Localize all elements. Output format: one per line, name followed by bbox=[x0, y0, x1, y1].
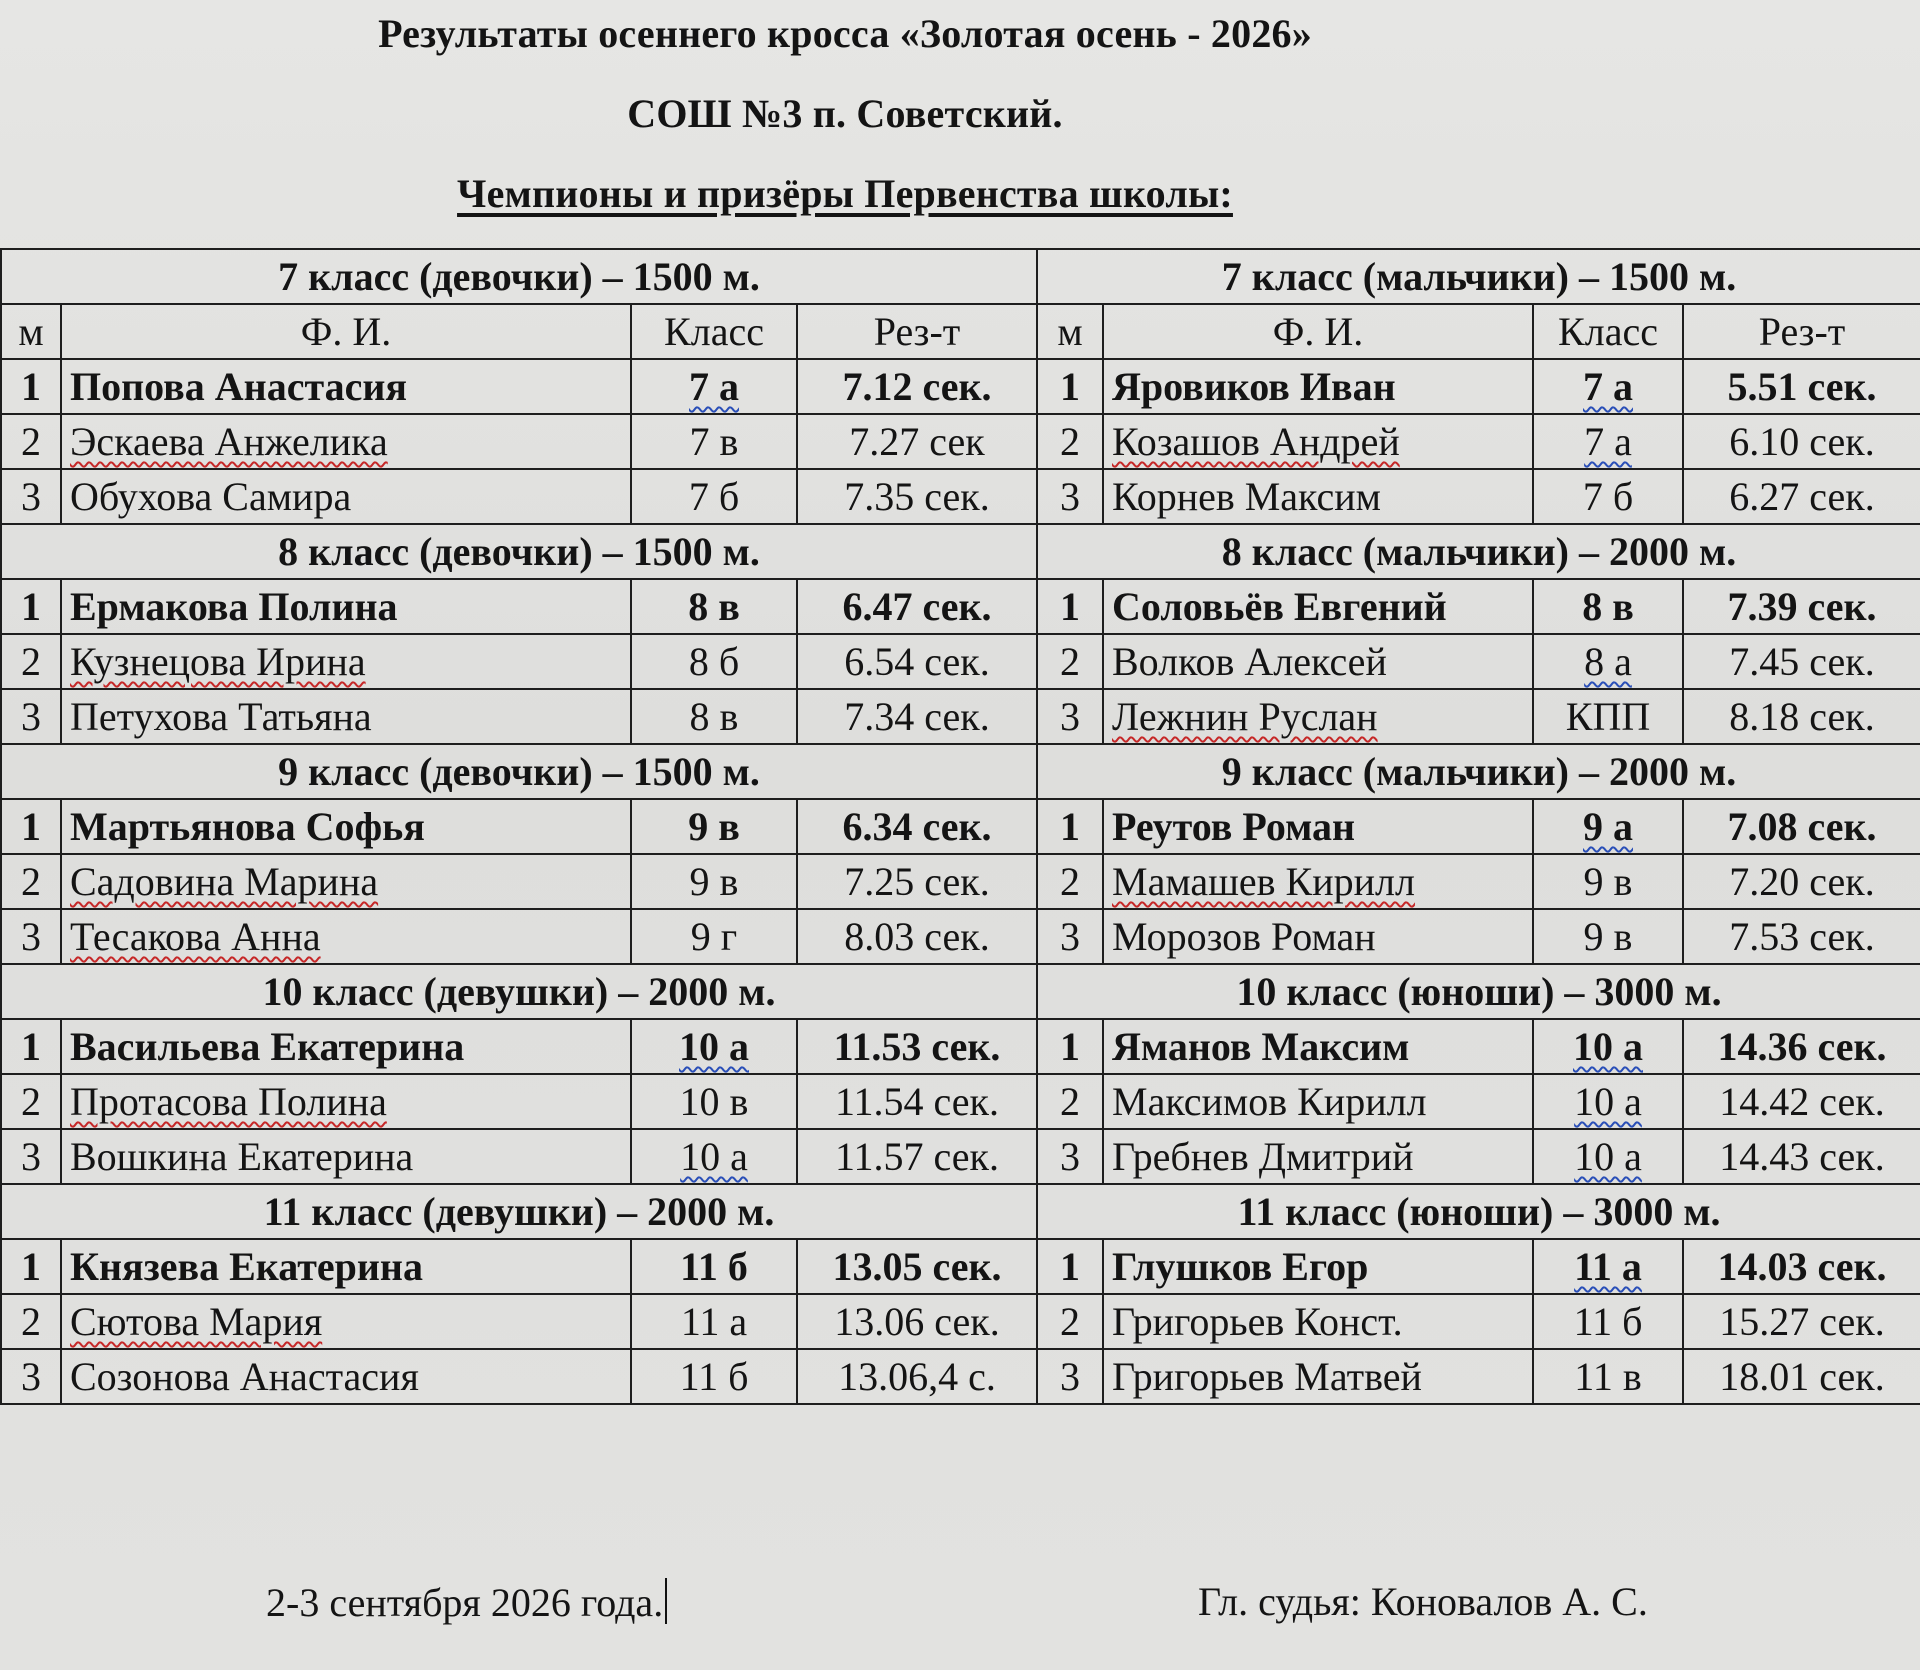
class-cell bbox=[1533, 1019, 1683, 1074]
section-title: 10 класс (девушки) – 2000 м. bbox=[1, 964, 1037, 1019]
athlete-name: Тесакова Анна bbox=[70, 914, 321, 959]
athlete-name: Садовина Марина bbox=[70, 859, 379, 904]
athlete-name: Мартьянова Софья bbox=[70, 804, 425, 849]
class-cell bbox=[1533, 1294, 1683, 1349]
table-row bbox=[1, 579, 1037, 634]
class-cell bbox=[1533, 1349, 1683, 1404]
table-row bbox=[1037, 634, 1920, 689]
section-title: 7 класс (девочки) – 1500 м. bbox=[1, 249, 1037, 304]
girls-results-column bbox=[0, 248, 1036, 1405]
name-cell bbox=[1103, 1074, 1533, 1129]
result-cell: 14.03 сек. bbox=[1683, 1239, 1920, 1294]
table-row bbox=[1037, 1129, 1920, 1184]
class-value: 8 в bbox=[688, 584, 740, 629]
class-value: 8 а bbox=[1584, 639, 1632, 684]
name-cell bbox=[61, 579, 631, 634]
athlete-name: Эскаева Анжелика bbox=[70, 419, 388, 464]
result-cell: 7.53 сек. bbox=[1683, 909, 1920, 964]
result-cell: 5.51 сек. bbox=[1683, 359, 1920, 414]
result-cell: 7.27 сек bbox=[797, 414, 1037, 469]
class-cell bbox=[631, 469, 797, 524]
class-value: 9 в bbox=[689, 859, 739, 904]
result-cell: 7.45 сек. bbox=[1683, 634, 1920, 689]
table-row bbox=[1, 469, 1037, 524]
athlete-name: Васильева Екатерина bbox=[70, 1024, 465, 1069]
place-cell: 3 bbox=[1, 1349, 61, 1404]
class-value: 11 б bbox=[1573, 1299, 1643, 1344]
class-cell bbox=[631, 1294, 797, 1349]
column-header-result: Рез-т bbox=[797, 304, 1037, 359]
table-row bbox=[1, 1074, 1037, 1129]
name-cell bbox=[61, 1074, 631, 1129]
girls-results-table bbox=[0, 248, 1038, 1405]
class-cell bbox=[1533, 799, 1683, 854]
result-cell: 8.03 сек. bbox=[797, 909, 1037, 964]
class-cell bbox=[631, 414, 797, 469]
place-cell: 1 bbox=[1, 579, 61, 634]
class-value: 10 а bbox=[1574, 1134, 1642, 1179]
table-row bbox=[1037, 1074, 1920, 1129]
class-value: 8 в bbox=[689, 694, 739, 739]
class-value: 7 б bbox=[1582, 474, 1634, 519]
class-value: 9 г bbox=[690, 914, 738, 959]
name-cell bbox=[1103, 634, 1533, 689]
name-cell bbox=[61, 469, 631, 524]
athlete-name: Волков Алексей bbox=[1112, 639, 1387, 684]
section-header bbox=[1, 1184, 1037, 1239]
class-cell bbox=[1533, 579, 1683, 634]
athlete-name: Петухова Татьяна bbox=[70, 694, 372, 739]
column-header-result: Рез-т bbox=[1683, 304, 1920, 359]
class-cell bbox=[631, 359, 797, 414]
name-cell bbox=[1103, 1349, 1533, 1404]
result-cell: 11.57 сек. bbox=[797, 1129, 1037, 1184]
class-value: 10 а bbox=[680, 1134, 748, 1179]
section-header bbox=[1037, 1184, 1920, 1239]
section-header bbox=[1037, 249, 1920, 304]
class-value: 7 а bbox=[1583, 364, 1633, 409]
result-cell: 6.47 сек. bbox=[797, 579, 1037, 634]
class-cell bbox=[1533, 1239, 1683, 1294]
table-row bbox=[1, 359, 1037, 414]
document-subtitle: Чемпионы и призёры Первенства школы: bbox=[457, 171, 1233, 216]
place-cell: 3 bbox=[1037, 689, 1103, 744]
class-cell bbox=[631, 909, 797, 964]
place-cell: 1 bbox=[1, 1019, 61, 1074]
text-cursor bbox=[665, 1578, 667, 1624]
table-row bbox=[1037, 909, 1920, 964]
table-row bbox=[1, 1019, 1037, 1074]
name-cell bbox=[1103, 1294, 1533, 1349]
place-cell: 2 bbox=[1, 1294, 61, 1349]
section-title: 11 класс (девушки) – 2000 м. bbox=[1, 1184, 1037, 1239]
result-cell: 7.20 сек. bbox=[1683, 854, 1920, 909]
place-cell: 3 bbox=[1, 909, 61, 964]
name-cell bbox=[61, 909, 631, 964]
result-cell: 15.27 сек. bbox=[1683, 1294, 1920, 1349]
name-cell bbox=[61, 1294, 631, 1349]
column-header-row bbox=[1037, 304, 1920, 359]
athlete-name: Князева Екатерина bbox=[70, 1244, 423, 1289]
class-value: 7 а bbox=[689, 364, 739, 409]
name-cell bbox=[1103, 414, 1533, 469]
athlete-name: Созонова Анастасия bbox=[70, 1354, 419, 1399]
result-cell: 7.08 сек. bbox=[1683, 799, 1920, 854]
table-row bbox=[1037, 1349, 1920, 1404]
class-cell bbox=[631, 1019, 797, 1074]
table-row bbox=[1037, 469, 1920, 524]
athlete-name: Протасова Полина bbox=[70, 1079, 387, 1124]
competition-date bbox=[266, 1578, 667, 1626]
class-cell bbox=[1533, 689, 1683, 744]
athlete-name: Обухова Самира bbox=[70, 474, 352, 519]
athlete-name: Сютова Мария bbox=[70, 1299, 323, 1344]
class-value: 9 в bbox=[688, 804, 740, 849]
table-row bbox=[1, 414, 1037, 469]
athlete-name: Мамашев Кирилл bbox=[1112, 859, 1415, 904]
table-row bbox=[1, 634, 1037, 689]
result-cell: 7.35 сек. bbox=[797, 469, 1037, 524]
table-row bbox=[1037, 799, 1920, 854]
athlete-name: Морозов Роман bbox=[1112, 914, 1376, 959]
class-value: 10 а bbox=[1573, 1024, 1643, 1069]
class-cell bbox=[1533, 414, 1683, 469]
place-cell: 1 bbox=[1, 359, 61, 414]
table-row bbox=[1, 854, 1037, 909]
results-tables bbox=[0, 248, 1920, 1405]
table-row bbox=[1, 689, 1037, 744]
result-cell: 7.25 сек. bbox=[797, 854, 1037, 909]
section-header bbox=[1037, 964, 1920, 1019]
athlete-name: Лежнин Руслан bbox=[1112, 694, 1378, 739]
result-cell: 6.34 сек. bbox=[797, 799, 1037, 854]
place-cell: 2 bbox=[1, 1074, 61, 1129]
place-cell: 3 bbox=[1, 469, 61, 524]
table-row bbox=[1, 1239, 1037, 1294]
result-cell: 14.36 сек. bbox=[1683, 1019, 1920, 1074]
class-value: 11 в bbox=[1574, 1354, 1642, 1399]
table-row bbox=[1, 909, 1037, 964]
result-cell: 18.01 сек. bbox=[1683, 1349, 1920, 1404]
name-cell bbox=[61, 854, 631, 909]
document-title: Результаты осеннего кросса «Золотая осень - 2026» bbox=[378, 11, 1312, 56]
column-header-place: м bbox=[1037, 304, 1103, 359]
class-cell bbox=[631, 579, 797, 634]
section-title: 10 класс (юноши) – 3000 м. bbox=[1037, 964, 1920, 1019]
place-cell: 2 bbox=[1, 414, 61, 469]
result-cell: 6.10 сек. bbox=[1683, 414, 1920, 469]
class-value: 10 а bbox=[679, 1024, 749, 1069]
place-cell: 3 bbox=[1037, 1129, 1103, 1184]
name-cell bbox=[61, 1239, 631, 1294]
result-cell: 13.06,4 с. bbox=[797, 1349, 1037, 1404]
column-header-name: Ф. И. bbox=[1103, 304, 1533, 359]
table-row bbox=[1037, 359, 1920, 414]
class-cell bbox=[1533, 909, 1683, 964]
result-cell: 11.53 сек. bbox=[797, 1019, 1037, 1074]
name-cell bbox=[1103, 579, 1533, 634]
athlete-name: Григорьев Матвей bbox=[1112, 1354, 1422, 1399]
column-header-place: м bbox=[1, 304, 61, 359]
class-value: 7 а bbox=[1584, 419, 1632, 464]
class-value: 11 а bbox=[680, 1299, 748, 1344]
result-cell: 6.27 сек. bbox=[1683, 469, 1920, 524]
name-cell bbox=[61, 1129, 631, 1184]
name-cell bbox=[61, 799, 631, 854]
athlete-name: Реутов Роман bbox=[1112, 804, 1356, 849]
table-row bbox=[1, 799, 1037, 854]
name-cell bbox=[1103, 909, 1533, 964]
name-cell bbox=[1103, 359, 1533, 414]
name-cell bbox=[1103, 469, 1533, 524]
name-cell bbox=[1103, 854, 1533, 909]
name-cell bbox=[61, 689, 631, 744]
result-cell: 13.06 сек. bbox=[797, 1294, 1037, 1349]
class-value: 9 в bbox=[1583, 859, 1633, 904]
place-cell: 3 bbox=[1, 1129, 61, 1184]
name-cell bbox=[1103, 1129, 1533, 1184]
result-cell: 6.54 сек. bbox=[797, 634, 1037, 689]
name-cell bbox=[1103, 799, 1533, 854]
school-name: СОШ №3 п. Советский. bbox=[627, 91, 1063, 136]
name-cell bbox=[61, 359, 631, 414]
class-cell bbox=[631, 799, 797, 854]
class-cell bbox=[1533, 1074, 1683, 1129]
athlete-name: Попова Анастасия bbox=[70, 364, 408, 409]
section-header bbox=[1, 249, 1037, 304]
place-cell: 2 bbox=[1, 854, 61, 909]
column-header-row bbox=[1, 304, 1037, 359]
athlete-name: Корнев Максим bbox=[1112, 474, 1381, 519]
section-title: 7 класс (мальчики) – 1500 м. bbox=[1037, 249, 1920, 304]
class-cell bbox=[631, 1239, 797, 1294]
class-cell bbox=[631, 1349, 797, 1404]
place-cell: 2 bbox=[1037, 414, 1103, 469]
place-cell: 2 bbox=[1037, 1074, 1103, 1129]
name-cell bbox=[1103, 1239, 1533, 1294]
athlete-name: Козашов Андрей bbox=[1112, 419, 1400, 464]
section-header bbox=[1, 964, 1037, 1019]
class-value: 10 а bbox=[1574, 1079, 1642, 1124]
name-cell bbox=[61, 414, 631, 469]
table-row bbox=[1037, 854, 1920, 909]
class-value: 9 в bbox=[1583, 914, 1633, 959]
section-title: 11 класс (юноши) – 3000 м. bbox=[1037, 1184, 1920, 1239]
table-row bbox=[1037, 1019, 1920, 1074]
class-value: 7 в bbox=[689, 419, 739, 464]
section-header bbox=[1037, 744, 1920, 799]
class-cell bbox=[631, 854, 797, 909]
class-value: 10 в bbox=[679, 1079, 749, 1124]
table-row bbox=[1, 1129, 1037, 1184]
class-value: 7 б bbox=[688, 474, 740, 519]
result-cell: 13.05 сек. bbox=[797, 1239, 1037, 1294]
class-cell bbox=[631, 1129, 797, 1184]
class-cell bbox=[1533, 469, 1683, 524]
name-cell bbox=[61, 634, 631, 689]
name-cell bbox=[1103, 689, 1533, 744]
class-cell bbox=[631, 634, 797, 689]
athlete-name: Григорьев Конст. bbox=[1112, 1299, 1403, 1344]
place-cell: 1 bbox=[1037, 1019, 1103, 1074]
class-value: 8 б bbox=[688, 639, 740, 684]
table-row bbox=[1, 1294, 1037, 1349]
result-cell: 8.18 сек. bbox=[1683, 689, 1920, 744]
place-cell: 1 bbox=[1, 1239, 61, 1294]
section-header bbox=[1, 744, 1037, 799]
athlete-name: Глушков Егор bbox=[1112, 1244, 1369, 1289]
athlete-name: Соловьёв Евгений bbox=[1112, 584, 1447, 629]
place-cell: 3 bbox=[1, 689, 61, 744]
section-title: 9 класс (мальчики) – 2000 м. bbox=[1037, 744, 1920, 799]
place-cell: 3 bbox=[1037, 909, 1103, 964]
name-cell bbox=[61, 1349, 631, 1404]
column-header-class: Класс bbox=[1533, 304, 1683, 359]
section-title: 9 класс (девочки) – 1500 м. bbox=[1, 744, 1037, 799]
date-text: 2-3 сентября 2026 года. bbox=[266, 1580, 664, 1625]
column-header-name: Ф. И. bbox=[61, 304, 631, 359]
class-cell bbox=[1533, 634, 1683, 689]
chief-judge: Гл. судья: Коновалов А. С. bbox=[1198, 1579, 1648, 1624]
place-cell: 1 bbox=[1, 799, 61, 854]
place-cell: 2 bbox=[1, 634, 61, 689]
athlete-name: Ермакова Полина bbox=[70, 584, 398, 629]
place-cell: 3 bbox=[1037, 469, 1103, 524]
result-cell: 7.12 сек. bbox=[797, 359, 1037, 414]
athlete-name: Яровиков Иван bbox=[1112, 364, 1396, 409]
athlete-name: Максимов Кирилл bbox=[1112, 1079, 1427, 1124]
place-cell: 1 bbox=[1037, 1239, 1103, 1294]
class-value: 11 б bbox=[679, 1354, 749, 1399]
place-cell: 1 bbox=[1037, 579, 1103, 634]
place-cell: 1 bbox=[1037, 799, 1103, 854]
table-row bbox=[1037, 414, 1920, 469]
result-cell: 7.39 сек. bbox=[1683, 579, 1920, 634]
place-cell: 3 bbox=[1037, 1349, 1103, 1404]
class-value: 11 б bbox=[680, 1244, 748, 1289]
athlete-name: Гребнев Дмитрий bbox=[1112, 1134, 1414, 1179]
table-row bbox=[1037, 689, 1920, 744]
class-value: КПП bbox=[1565, 694, 1651, 739]
class-cell bbox=[631, 689, 797, 744]
place-cell: 1 bbox=[1037, 359, 1103, 414]
class-cell bbox=[631, 1074, 797, 1129]
section-header bbox=[1037, 524, 1920, 579]
column-header-class: Класс bbox=[631, 304, 797, 359]
name-cell bbox=[61, 1019, 631, 1074]
class-value: 8 в bbox=[1582, 584, 1634, 629]
place-cell: 2 bbox=[1037, 634, 1103, 689]
table-row bbox=[1, 1349, 1037, 1404]
section-title: 8 класс (девочки) – 1500 м. bbox=[1, 524, 1037, 579]
result-cell: 14.42 сек. bbox=[1683, 1074, 1920, 1129]
class-cell bbox=[1533, 359, 1683, 414]
place-cell: 2 bbox=[1037, 1294, 1103, 1349]
class-value: 11 а bbox=[1574, 1244, 1642, 1289]
table-row bbox=[1037, 1294, 1920, 1349]
class-cell bbox=[1533, 854, 1683, 909]
athlete-name: Кузнецова Ирина bbox=[70, 639, 366, 684]
result-cell: 14.43 сек. bbox=[1683, 1129, 1920, 1184]
section-header bbox=[1, 524, 1037, 579]
section-title: 8 класс (мальчики) – 2000 м. bbox=[1037, 524, 1920, 579]
table-row bbox=[1037, 579, 1920, 634]
class-value: 9 а bbox=[1583, 804, 1633, 849]
class-cell bbox=[1533, 1129, 1683, 1184]
result-cell: 7.34 сек. bbox=[797, 689, 1037, 744]
boys-results-column bbox=[1036, 248, 1920, 1405]
table-row bbox=[1037, 1239, 1920, 1294]
athlete-name: Вошкина Екатерина bbox=[70, 1134, 414, 1179]
place-cell: 2 bbox=[1037, 854, 1103, 909]
boys-results-table bbox=[1036, 248, 1920, 1405]
name-cell bbox=[1103, 1019, 1533, 1074]
result-cell: 11.54 сек. bbox=[797, 1074, 1037, 1129]
athlete-name: Яманов Максим bbox=[1112, 1024, 1410, 1069]
